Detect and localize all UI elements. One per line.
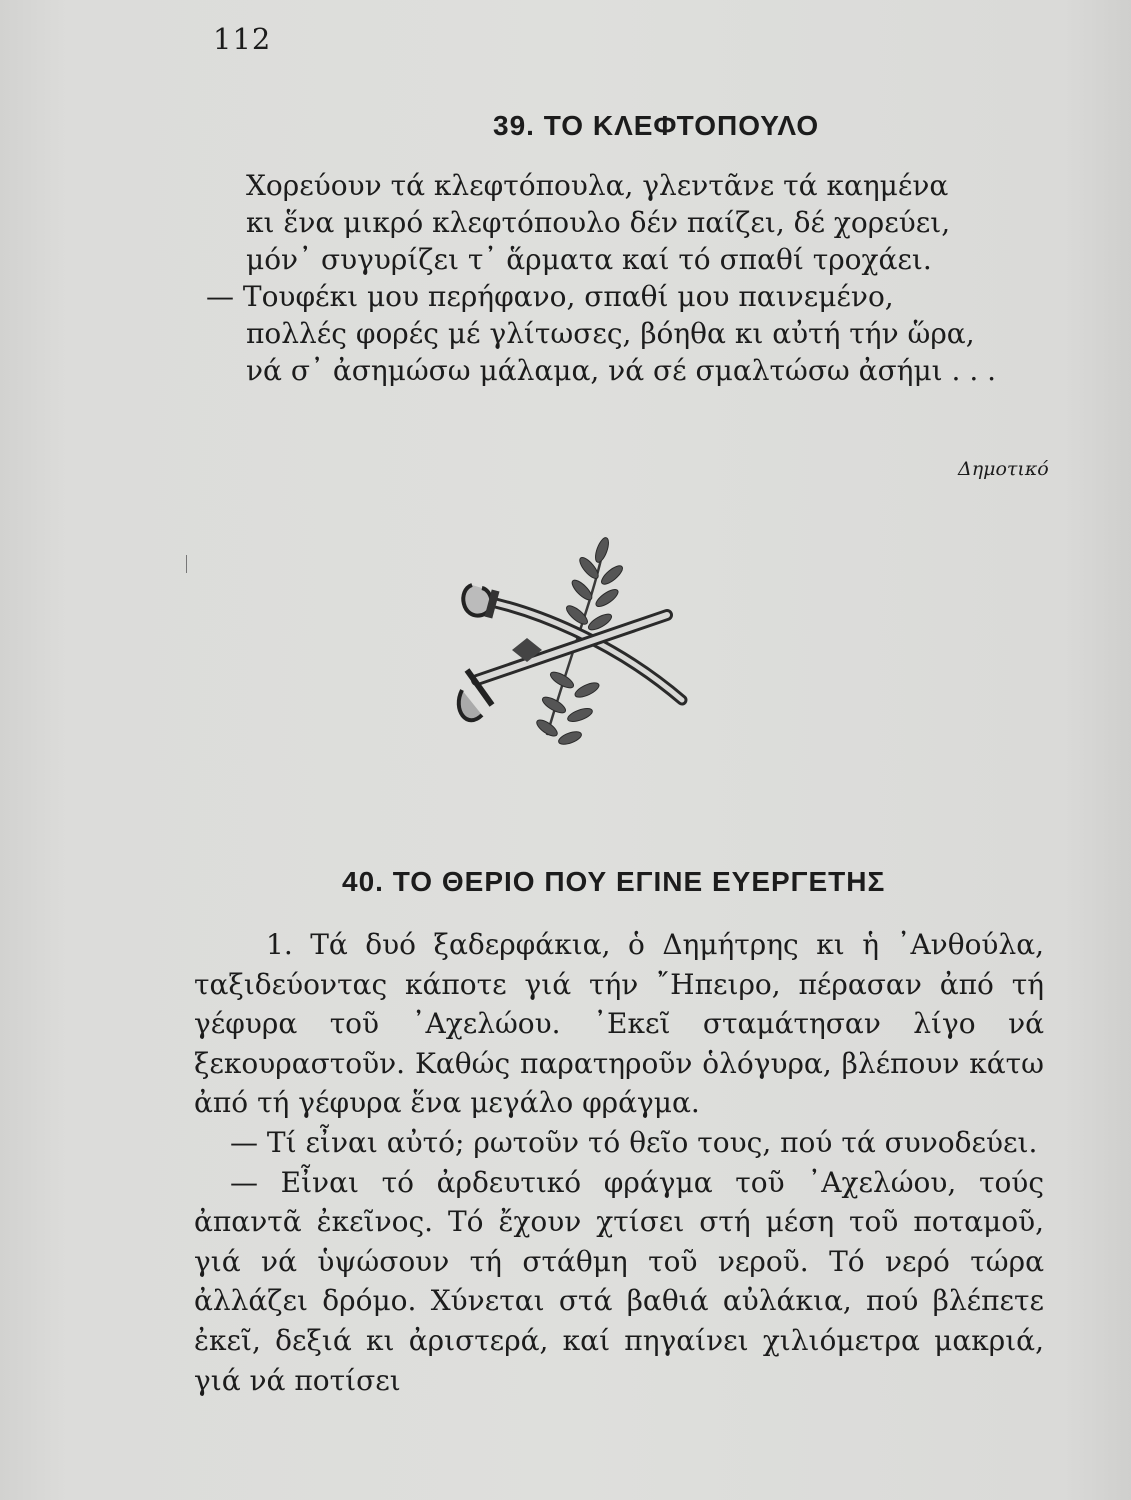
poem-source: Δημοτικό xyxy=(958,458,1049,480)
poem-line-text: κι ἕνα μικρό κλεφτόπουλο δέν παίζει, δέ χορεύει, xyxy=(246,206,951,239)
poem-line xyxy=(206,278,1066,315)
poem-line xyxy=(206,352,1066,389)
paragraph: 1. Τά δυό ξαδερφάκια, ὁ Δημήτρης κι ἡ ᾿Ανθούλα, ταξιδεύοντας κάποτε γιά τήν ῎Ηπειρο, πέρασαν ἀπό τή γέφυρα τοῦ ᾿Αχελώου. ᾿Εκεῖ σταμάτησαν λίγο νά ξεκουραστοῦν. Καθώς παρατηροῦν ὁλόγυρα, βλέπουν κάτω ἀπό τή γέφυρα ἕνα μεγάλο φράγμα. xyxy=(194,928,1044,1120)
poem-line xyxy=(206,241,1066,278)
poem-line xyxy=(206,167,1066,204)
poem-line xyxy=(206,204,1066,241)
paragraph: — Τί εἶναι αὐτό; ρωτοῦν τό θεῖο τους, πού τά συνοδεύει. xyxy=(230,1125,1038,1159)
poem-line-text: μόν᾿ συγυρίζει τ᾿ ἅρματα καί τό σπαθί τροχάει. xyxy=(246,243,932,276)
section-40-title: 40. ΤΟ ΘΕΡΙΟ ΠΟΥ ΕΓΙΝΕ ΕΥΕΡΓΕΤΗΣ xyxy=(342,866,886,897)
paragraph: — Εἶναι τό ἀρδευτικό φράγμα τοῦ ᾿Αχελώου, τούς ἀπαντᾶ ἐκεῖνος. Τό ἔχουν χτίσει στή μέση τοῦ ποταμοῦ, γιά νά ὑψώσουν τή στάθμη τοῦ νεροῦ. Τό νερό τώρα ἀλλάζει δρόμο. Χύνεται στά βαθιά αὐλάκια, πού βλέπετε ἐκεῖ, δεξιά κι ἀριστερά, καί πηγαίνει χιλιόμετρα μακριά, γιά νά ποτίσει xyxy=(194,1165,1044,1397)
story-text xyxy=(194,925,1044,1400)
crossed-swords-laurel-icon xyxy=(452,530,692,760)
poem-line xyxy=(206,315,1066,352)
page-number: 112 xyxy=(213,22,272,56)
section-39-title: 39. ΤΟ ΚΛΕΦΤΟΠΟΥΛΟ xyxy=(493,110,820,141)
poem-line-text: — Τουφέκι μου περήφανο, σπαθί μου παινεμένο, xyxy=(206,280,894,313)
poem xyxy=(206,167,1066,389)
scan-mark xyxy=(186,555,187,573)
poem-line-text: Χορεύουν τά κλεφτόπουλα, γλεντᾶνε τά καημένα xyxy=(246,169,949,202)
poem-line-text: νά σ᾿ ἀσημώσω μάλαμα, νά σέ σμαλτώσω ἀσήμι . . . xyxy=(246,354,997,387)
poem-line-text: πολλές φορές μέ γλίτωσες, βόηθα κι αὐτή τήν ὥρα, xyxy=(246,317,975,350)
